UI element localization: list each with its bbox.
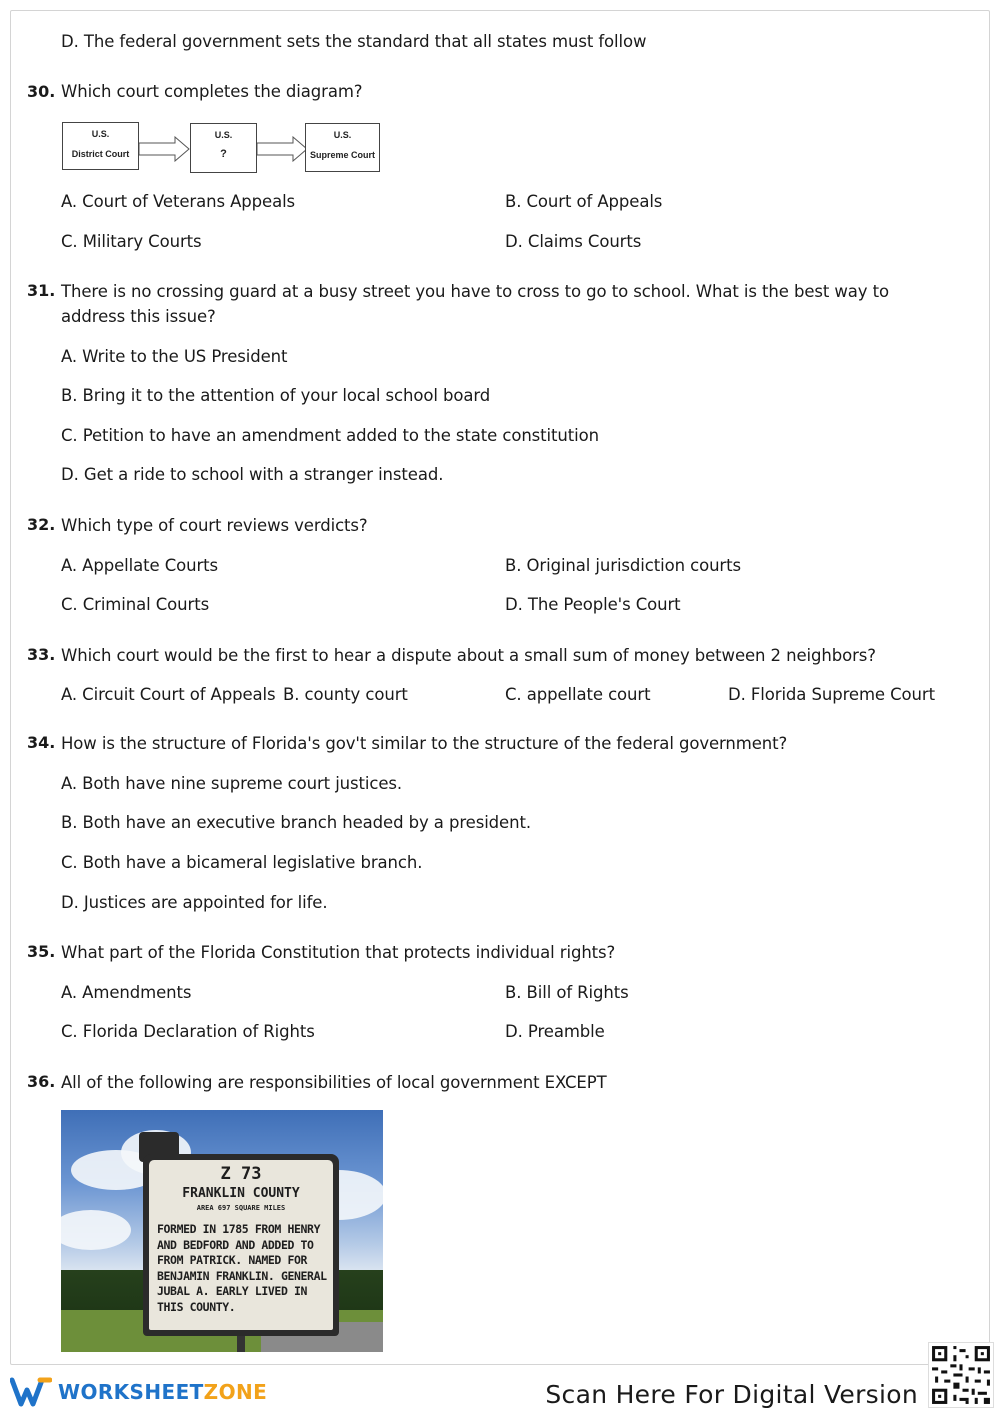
- q31-option-d: D. Get a ride to school with a stranger instead.: [61, 465, 444, 484]
- q36-number: 36.: [27, 1072, 56, 1091]
- q35-option-c: C. Florida Declaration of Rights: [61, 1022, 315, 1041]
- q31-option-c: C. Petition to have an amendment added to the state constitution: [61, 426, 599, 445]
- marker-title: FRANKLIN COUNTY: [182, 1186, 300, 1201]
- q34-option-d: D. Justices are appointed for life.: [61, 893, 328, 912]
- q32-number: 32.: [27, 515, 56, 534]
- q35-option-d: D. Preamble: [505, 1022, 605, 1041]
- q36-question: All of the following are responsibilities of local government EXCEPT: [61, 1073, 607, 1092]
- q34-question: How is the structure of Florida's gov't similar to the structure of the federal government?: [61, 734, 788, 753]
- diagram-arrow-1: [139, 136, 191, 162]
- historical-marker-photo: [61, 1110, 383, 1352]
- q35-question: What part of the Florida Constitution that protects individual rights?: [61, 943, 616, 962]
- marker-body: FORMED IN 1785 FROM HENRY AND BEDFORD AND ADDED TO FROM PATRICK. NAMED FOR BENJAMIN FRANKLIN. GENERAL JUBAL A. EARLY LIVED IN THIS COUNTY.: [157, 1222, 327, 1314]
- q29-option-d: D. The federal government sets the standard that all states must follow: [61, 32, 647, 51]
- q32-option-d: D. The People's Court: [505, 595, 681, 614]
- q32-option-b: B. Original jurisdiction courts: [505, 556, 741, 575]
- scan-here-text: Scan Here For Digital Version: [545, 1380, 918, 1409]
- q30-number: 30.: [27, 82, 56, 101]
- marker-subtitle: AREA 697 SQUARE MILES: [196, 1204, 286, 1212]
- q30-question: Which court completes the diagram?: [61, 82, 363, 101]
- q33-option-d: D. Florida Supreme Court: [728, 685, 935, 704]
- q30-option-b: B. Court of Appeals: [505, 192, 663, 211]
- q35-option-a: A. Amendments: [61, 983, 192, 1002]
- q34-option-c: C. Both have a bicameral legislative branch.: [61, 853, 423, 872]
- q32-option-c: C. Criminal Courts: [61, 595, 210, 614]
- marker-code: Z 73: [220, 1164, 262, 1184]
- q31-option-b: B. Bring it to the attention of your local school board: [61, 386, 491, 405]
- diagram-box-district: U.S. District Court: [62, 122, 139, 170]
- brand-name: WORKSHEETZONE: [58, 1380, 268, 1404]
- q33-option-c: C. appellate court: [505, 685, 651, 704]
- q30-option-a: A. Court of Veterans Appeals: [61, 192, 296, 211]
- q33-question: Which court would be the first to hear a dispute about a small sum of money between 2 neighbors?: [61, 646, 876, 665]
- q34-option-b: B. Both have an executive branch headed by a president.: [61, 813, 531, 832]
- worksheetzone-logo-icon: [10, 1376, 52, 1408]
- qr-code-icon[interactable]: [928, 1342, 994, 1408]
- diagram-box-supreme: U.S. Supreme Court: [305, 123, 380, 172]
- q32-option-a: A. Appellate Courts: [61, 556, 219, 575]
- q33-number: 33.: [27, 645, 56, 664]
- q32-question: Which type of court reviews verdicts?: [61, 516, 368, 535]
- q34-number: 34.: [27, 733, 56, 752]
- diagram-arrow-2: [257, 136, 309, 162]
- q35-option-b: B. Bill of Rights: [505, 983, 629, 1002]
- q31-number: 31.: [27, 281, 56, 300]
- q31-question: There is no crossing guard at a busy street you have to cross to go to school. What is the best way to address this issue?: [61, 282, 889, 326]
- q35-number: 35.: [27, 942, 56, 961]
- q30-option-c: C. Military Courts: [61, 232, 202, 251]
- q31-option-a: A. Write to the US President: [61, 347, 288, 366]
- q33-option-b: B. county court: [283, 685, 408, 704]
- q34-option-a: A. Both have nine supreme court justices.: [61, 774, 403, 793]
- diagram-box-unknown: U.S. ?: [190, 123, 257, 173]
- q30-option-d: D. Claims Courts: [505, 232, 642, 251]
- q33-option-a: A. Circuit Court of Appeals: [61, 685, 276, 704]
